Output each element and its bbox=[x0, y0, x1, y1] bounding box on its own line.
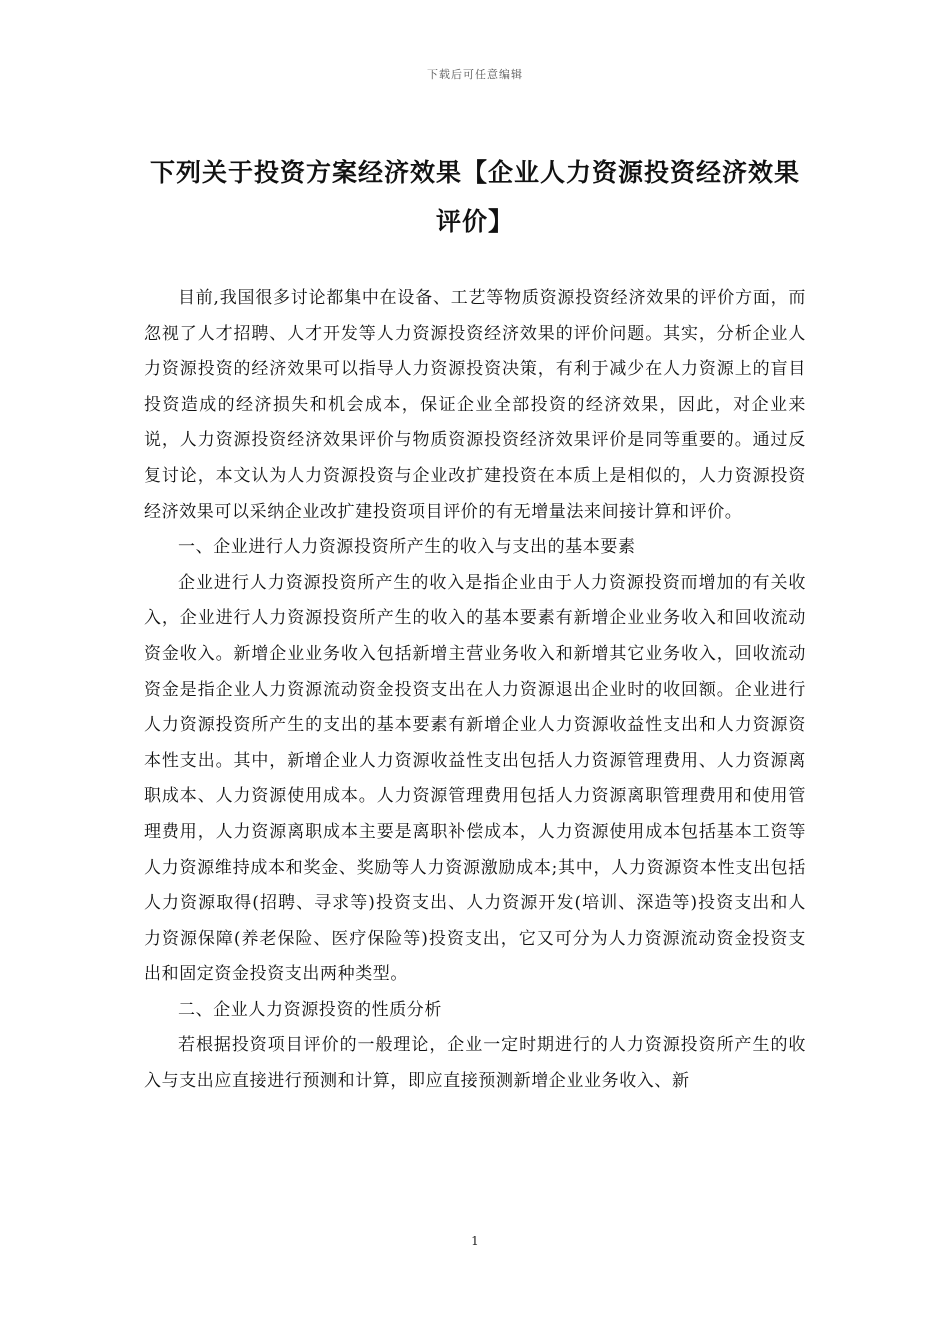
document-title: 下列关于投资方案经济效果【企业人力资源投资经济效果评价】 bbox=[149, 158, 800, 236]
intro-paragraph: 目前,我国很多讨论都集中在设备、工艺等物质资源投资经济效果的评价方面，而忽视了人才招聘、人才开发等人力资源投资经济效果的评价问题。其实，分析企业人力资源投资的经济效果可以指导人力资源投资决策，有利于减少在人力资源上的盲目投资造成的经济损失和机会成本，保证企业全部投资的经济效果，因此，对企业来说，人力资源投资经济效果评价与物质资源投资经济效果评价是同等重要的。通过反复讨论，本文认为人力资源投资与企业改扩建投资在本质上是相似的，人力资源投资经济效果可以采纳企业改扩建投资项目评价的有无增量法来间接计算和评价。 bbox=[144, 288, 806, 522]
section-1-paragraph: 企业进行人力资源投资所产生的收入是指企业由于人力资源投资而增加的有关收入，企业进行人力资源投资所产生的收入的基本要素有新增企业业务收入和回收流动资金收入。新增企业业务收入包括新增主营业务收入和新增其它业务收入，回收流动资金是指企业人力资源流动资金投资支出在人力资源退出企业时的收回额。企业进行人力资源投资所产生的支出的基本要素有新增企业人力资源收益性支出和人力资源资本性支出。其中，新增企业人力资源收益性支出包括人力资源管理费用、人力资源离职成本、人力资源使用成本。人力资源管理费用包括人力资源离职管理费用和使用管理费用，人力资源离职成本主要是离职补偿成本，人力资源使用成本包括基本工资等人力资源维持成本和奖金、奖励等人力资源激励成本;其中，人力资源资本性支出包括人力资源取得(招聘、寻求等)投资支出、人力资源开发(培训、深造等)投资支出和人力资源保障(养老保险、医疗保险等)投资支出，它又可分为人力资源流动资金投资支出和固定资金投资支出两种类型。 bbox=[144, 572, 806, 985]
header-note: 下载后可任意编辑 bbox=[427, 68, 523, 81]
section-2-paragraph: 若根据投资项目评价的一般理论，企业一定时期进行的人力资源投资所产生的收入与支出应直接进行预测和计算，即应直接预测新增企业业务收入、新 bbox=[144, 1035, 806, 1092]
page-number: 1 bbox=[471, 1234, 479, 1248]
section-heading-1: 一、企业进行人力资源投资所产生的收入与支出的基本要素 bbox=[178, 537, 636, 558]
section-heading-2: 二、企业人力资源投资的性质分析 bbox=[178, 999, 442, 1020]
document-body bbox=[144, 281, 806, 1100]
